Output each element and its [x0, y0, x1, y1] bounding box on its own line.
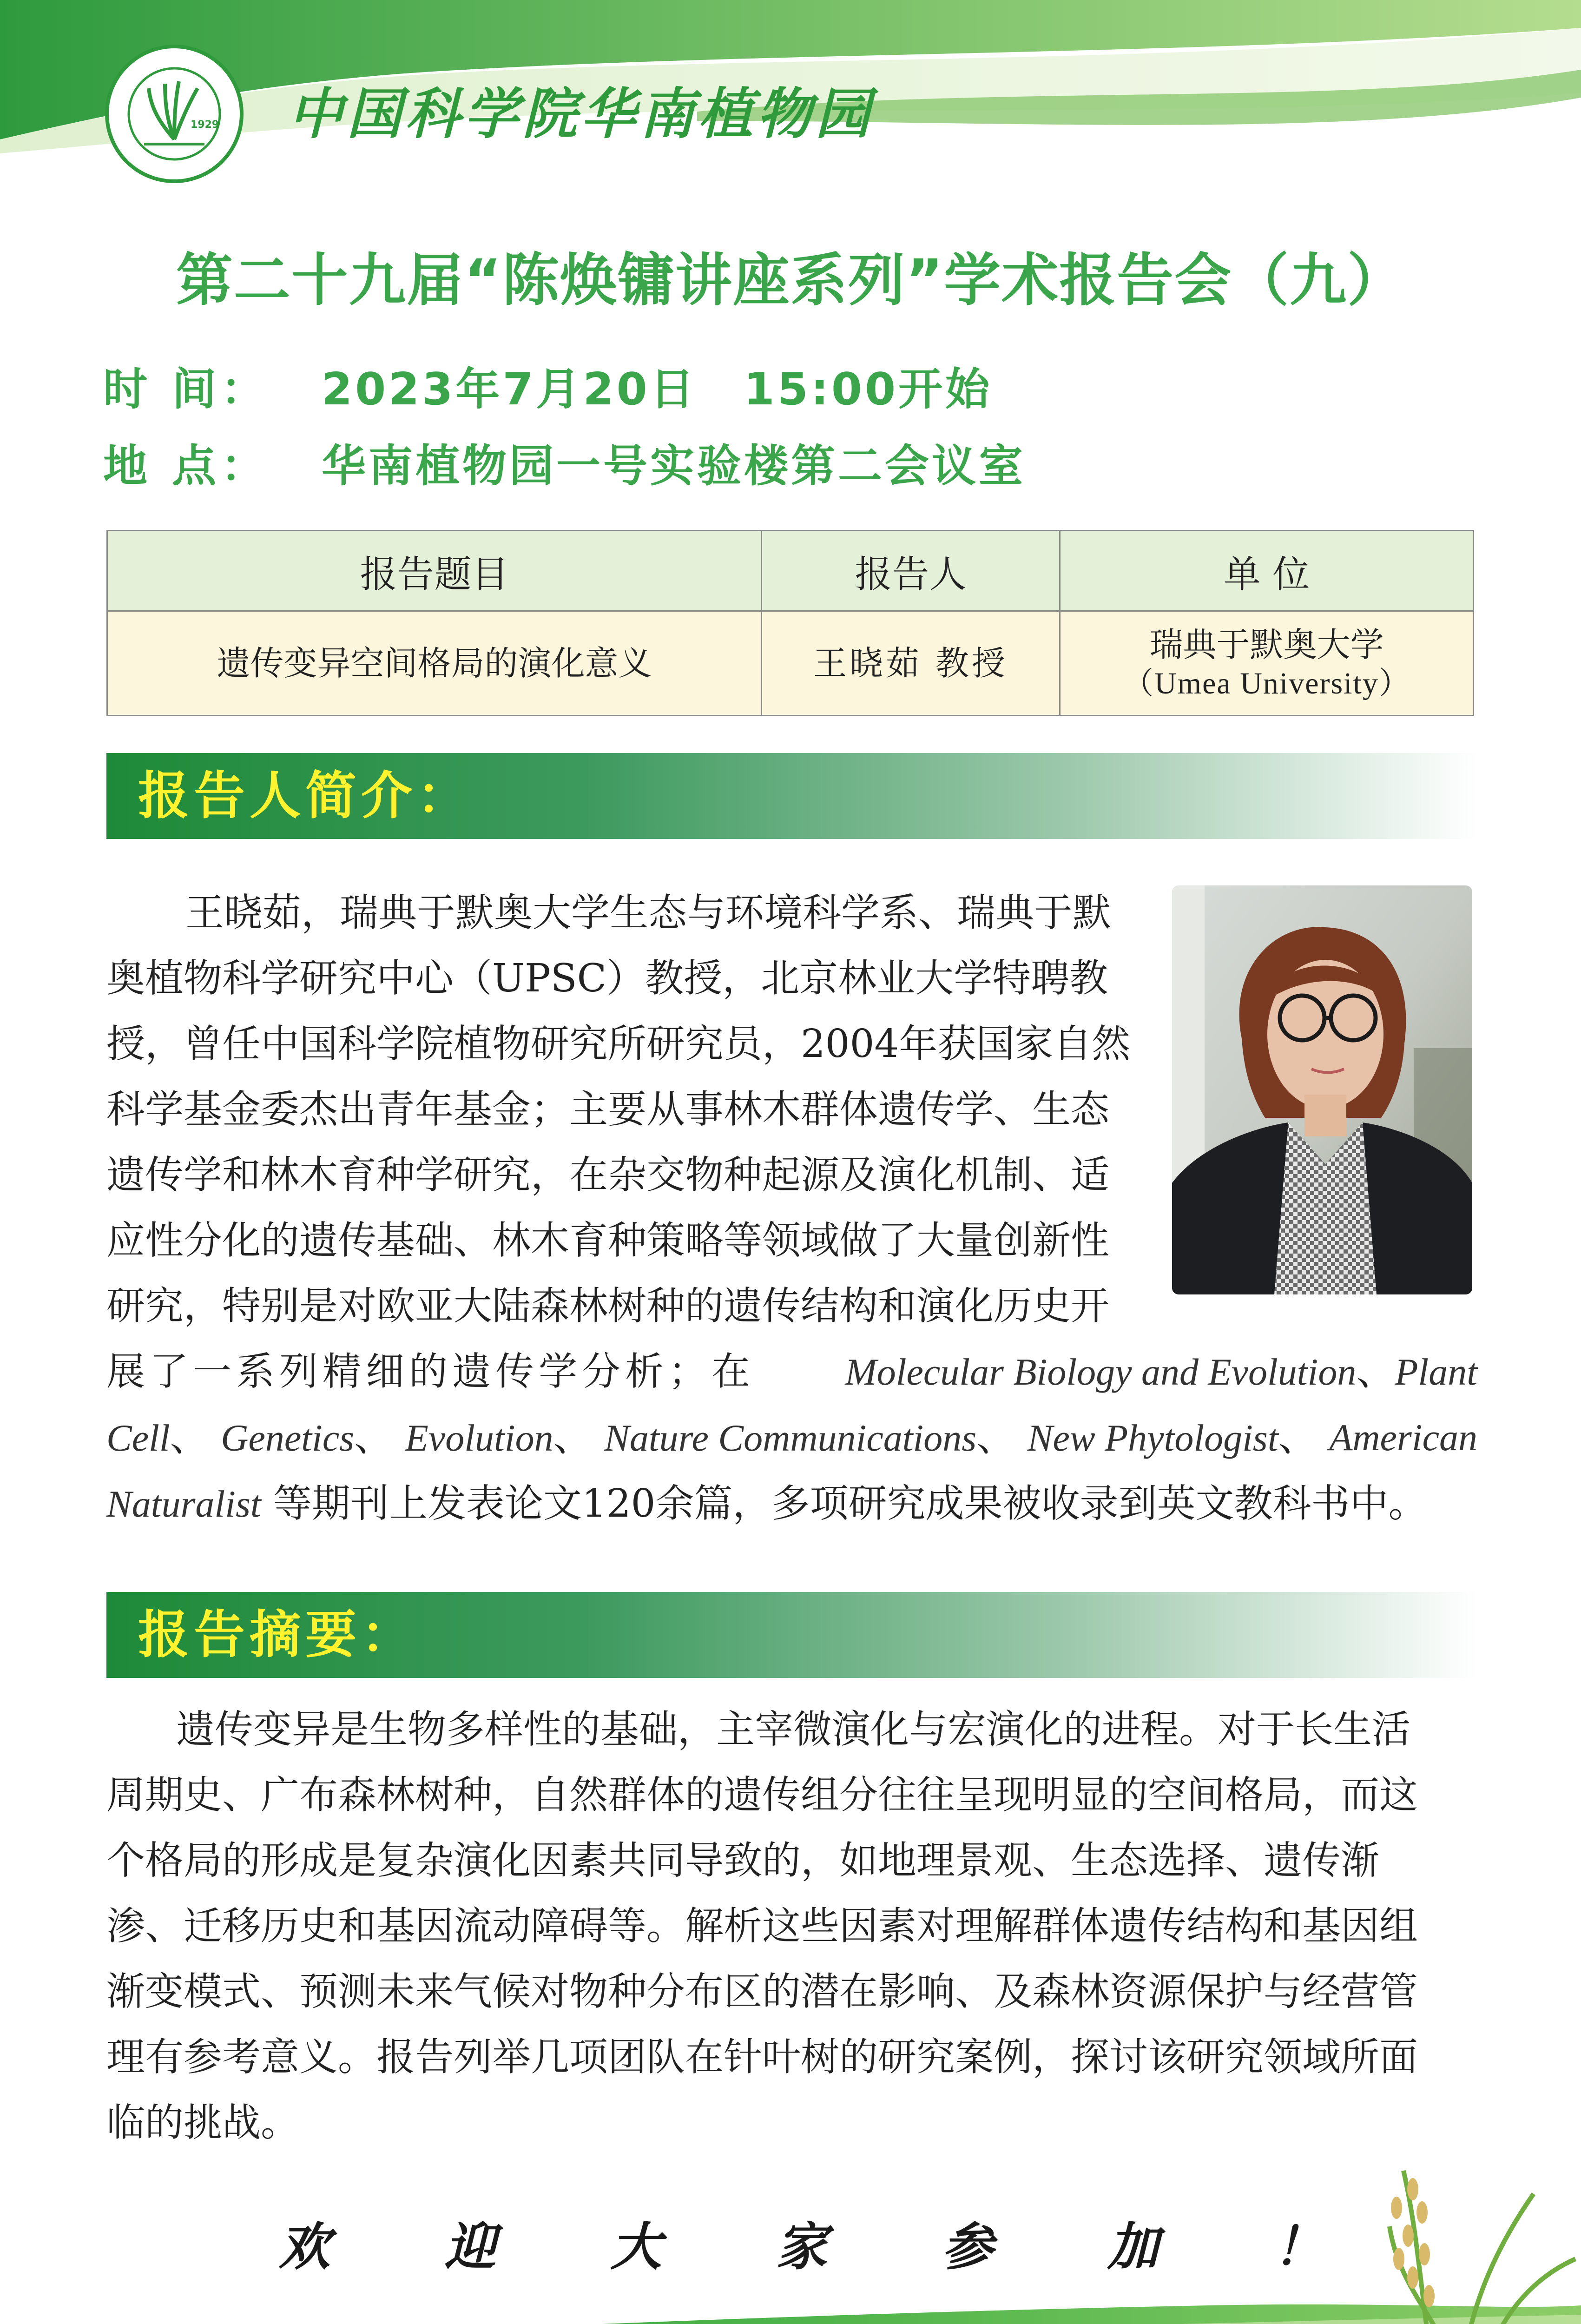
abstract-line: 周期史、广布森林树种，自然群体的遗传组分往往呈现明显的空间格局，而这: [106, 1772, 1418, 1817]
table-header-row: [107, 531, 1474, 611]
unit-en: （Umea University）: [1123, 666, 1410, 700]
separator: 、: [1278, 1415, 1317, 1460]
journal-name: Nature Communications: [604, 1417, 977, 1459]
report-table: [106, 530, 1474, 716]
bio-line: [106, 1471, 1477, 1537]
institution-name: 中国科学院华南植物园: [288, 81, 874, 146]
header-speaker: 报告人: [762, 531, 1060, 611]
abstract-line: 临的挑战。: [106, 2100, 299, 2145]
journal-name: American: [1329, 1416, 1477, 1459]
bio-text-full: [106, 1339, 1477, 1537]
bio-line: 应性分化的遗传基础、林木育种策略等领域做了大量创新性: [106, 1218, 1109, 1263]
bio-line: [106, 1405, 1477, 1471]
page-title: 第二十九届“陈焕镛讲座系列”学术报告会（九）: [176, 247, 1405, 313]
journal-name: Naturalist: [106, 1483, 261, 1525]
separator: 、: [976, 1415, 1015, 1460]
journal-name: Genetics: [221, 1417, 355, 1459]
welcome-banner: [279, 2205, 1324, 2280]
separator: 、: [553, 1415, 592, 1460]
time-label: 时 间：: [103, 364, 270, 415]
time-line: [103, 358, 992, 414]
abstract-heading: 报告摘要：: [138, 1605, 417, 1664]
bio-heading: 报告人简介：: [138, 766, 473, 825]
journal-name: New Phytologist: [1027, 1417, 1278, 1459]
bio-banner: [106, 753, 1477, 839]
place-value: 华南植物园一号实验楼第二会议室: [322, 441, 1026, 492]
welcome-char: 大: [610, 2217, 662, 2277]
welcome-char: ！: [1273, 2217, 1324, 2277]
place-line: [103, 435, 1026, 490]
bio-line: 科学基金委杰出青年基金；主要从事林木群体遗传学、生态: [106, 1087, 1109, 1132]
institution-logo: [105, 44, 244, 184]
unit-cn: 瑞典于默奥大学: [1149, 625, 1384, 665]
journal-name: Cell: [106, 1417, 170, 1459]
abstract-banner: [106, 1592, 1477, 1678]
abstract-line: 渐变模式、预测未来气候对物种分布区的潜在影响、及森林资源保护与经营管: [106, 1969, 1418, 2014]
welcome-char: 欢: [279, 2217, 330, 2277]
bio-line: 奥植物科学研究中心（UPSC）教授，北京林业大学特聘教: [106, 956, 1108, 1001]
bio-line: 研究，特别是对欧亚大陆森林树种的遗传结构和演化历史开: [106, 1283, 1109, 1328]
cell-speaker: 王晓茹 教授: [762, 611, 1060, 716]
abstract-line: 遗传变异是生物多样性的基础，主宰微演化与宏演化的进程。对于长生活: [176, 1707, 1410, 1752]
bio-line: [106, 1339, 1477, 1405]
welcome-char: 家: [776, 2217, 827, 2277]
bio-line: 遗传学和林木育种学研究，在杂交物种起源及演化机制、适: [106, 1152, 1109, 1197]
journal-name: Molecular Biology and Evolution: [845, 1351, 1357, 1393]
header-topic: 报告题目: [107, 531, 762, 611]
cell-unit: [1060, 611, 1474, 716]
header-unit: 单 位: [1060, 531, 1474, 611]
bio-line: 王晓茹，瑞典于默奥大学生态与环境科学系、瑞典于默: [185, 890, 1111, 935]
journal-name: Plant: [1395, 1351, 1477, 1393]
welcome-char: 加: [1107, 2217, 1159, 2277]
separator: 、: [354, 1415, 393, 1460]
speaker-photo: [1172, 885, 1472, 1294]
bio-text-wrapped: [106, 880, 1157, 1339]
separator: 、: [170, 1415, 209, 1460]
welcome-char: 参: [942, 2217, 993, 2277]
bio-line8-prefix: 展了一系列精细的遗传学分析；在: [106, 1349, 755, 1394]
welcome-char: 迎: [444, 2217, 496, 2277]
abstract-line: 理有参考意义。报告列举几项团队在针叶树的研究案例，探讨该研究领域所面: [106, 2034, 1418, 2080]
journal-name: Evolution: [405, 1417, 553, 1459]
abstract-line: 渗、迁移历史和基因流动障碍等。解析这些因素对理解群体遗传结构和基因组: [106, 1903, 1418, 1948]
table-row: [107, 611, 1474, 716]
bio-line10-suffix: 等期刊上发表论文120余篇，多项研究成果被收录到英文教科书中。: [273, 1481, 1427, 1526]
separator: 、: [1356, 1349, 1395, 1394]
cell-topic: 遗传变异空间格局的演化意义: [107, 611, 762, 716]
abstract-line: 个格局的形成是复杂演化因素共同导致的，如地理景观、生态选择、遗传渐: [106, 1838, 1379, 1883]
abstract-text: [106, 1697, 1477, 2155]
bio-line: 授，曾任中国科学院植物研究所研究员，2004年获国家自然: [106, 1021, 1131, 1066]
time-value: 2023年7月20日 15:00开始: [322, 364, 993, 415]
place-label: 地 点：: [103, 441, 270, 492]
logo-year: 1929: [191, 119, 219, 131]
